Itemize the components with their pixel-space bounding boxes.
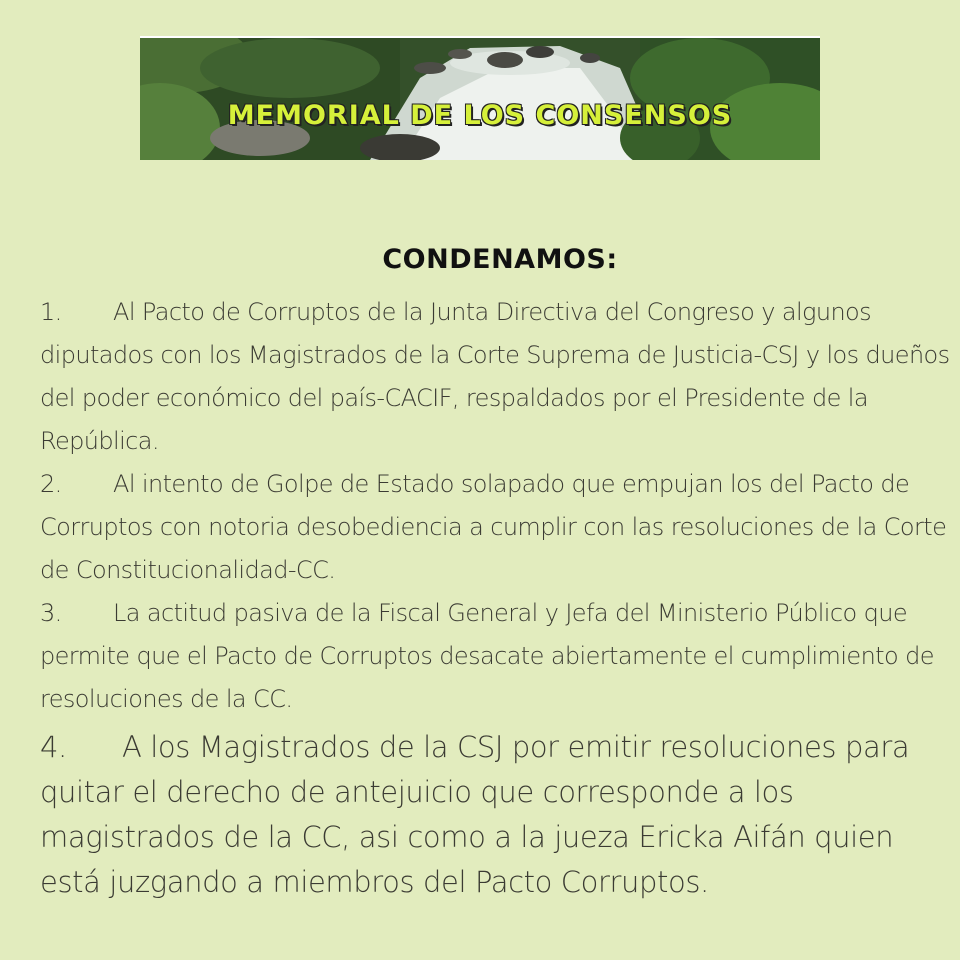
list-item: [40, 592, 956, 721]
header-banner: [140, 36, 820, 160]
item-text: Al intento de Golpe de Estado solapado que empujan los del Pacto de Corruptos con notoria desobediencia a cumplir con las resoluciones de la Corte de Constitucionalidad-CC.: [40, 470, 947, 584]
item-number: 3.: [40, 599, 62, 627]
list-item: [40, 725, 956, 905]
river-landscape-photo: [140, 38, 820, 160]
item-text: Al Pacto de Corruptos de la Junta Directiva del Congreso y algunos diputados con los Magistrados de la Corte Suprema de Justicia-CSJ y los dueños del poder económico del país-CACIF, respaldados por el Presidente de la República.: [40, 298, 950, 455]
list-item: [40, 291, 956, 463]
list-item: [40, 463, 956, 592]
condemnation-list: [40, 291, 956, 905]
banner-title: MEMORIAL DE LOS CONSENSOS: [227, 100, 733, 131]
item-number: 2.: [40, 470, 62, 498]
page-heading: CONDENAMOS:: [382, 244, 618, 275]
item-number: 1.: [40, 298, 62, 326]
item-text: La actitud pasiva de la Fiscal General y Jefa del Ministerio Público que permite que el Pacto de Corruptos desacate abiertamente el cumplimiento de resoluciones de la CC.: [40, 599, 934, 713]
item-text: A los Magistrados de la CSJ por emitir resoluciones para quitar el derecho de antejuicio que corresponde a los magistrados de la CC, asi como a la jueza Ericka Aifán quien está juzgando a miembros del Pacto Corruptos.: [40, 730, 910, 899]
item-number: 4.: [40, 730, 67, 764]
